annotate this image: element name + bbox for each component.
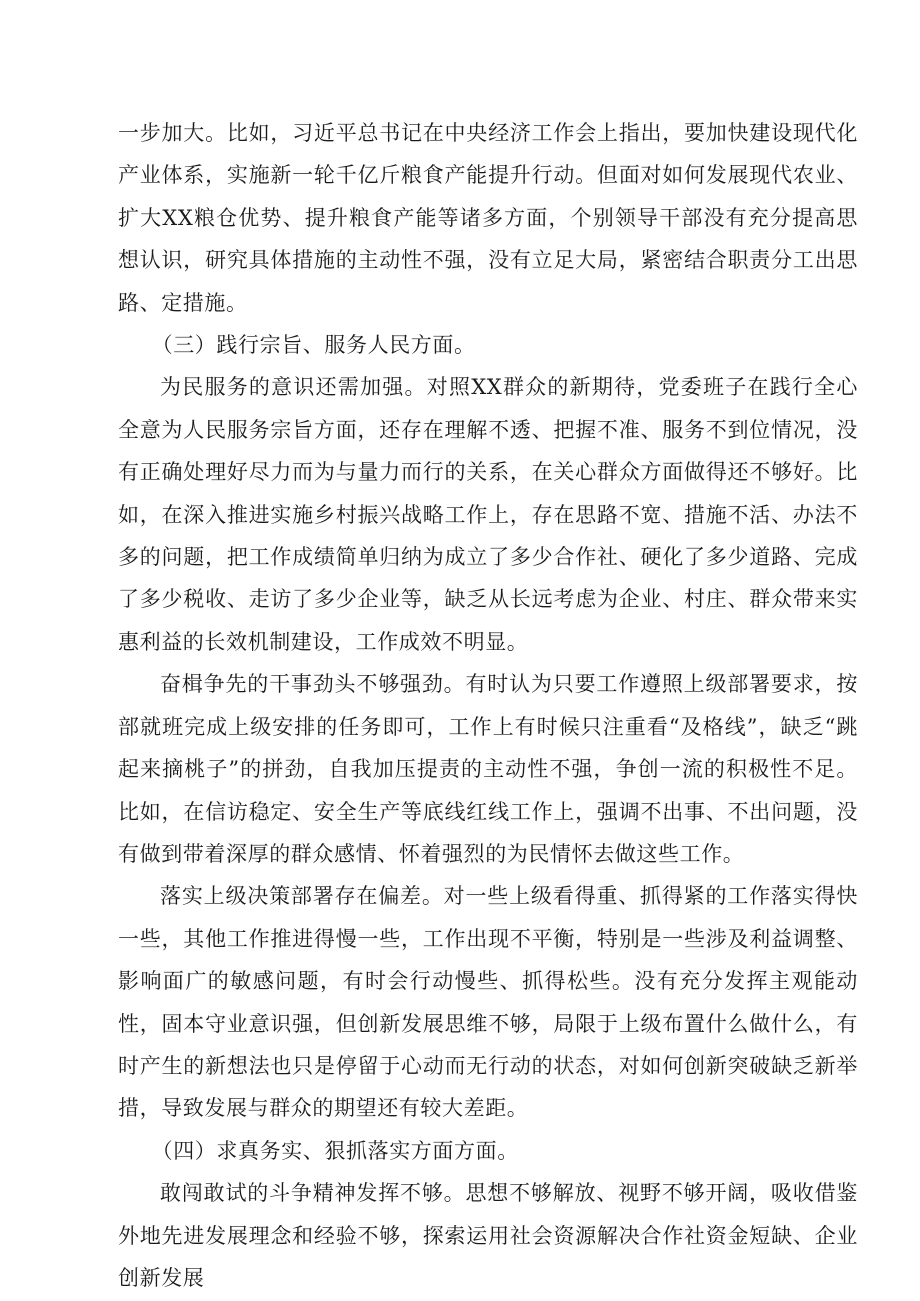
paragraph-implementation-deviation: 落实上级决策部署存在偏差。对一些上级看得重、抓得紧的工作落实得快一些，其他工作推进得慢一些，工作出现不平衡，特别是一些涉及利益调整、影响面广的敏感问题，有时会行动慢些、抓得松些。没有充分发挥主观能动性，固本守业意识强，但创新发展思维不够，局限于上级布置什么做什么，有时产生的新想法也只是停留于心动而无行动的状态，对如何创新突破缺乏新举措，导致发展与群众的期望还有较大差距。 xyxy=(118,884,858,1121)
paragraph-work-drive: 奋楫争先的干事劲头不够强劲。有时认为只要工作遵照上级部署要求，按部就班完成上级安排的任务即可，工作上有时候只注重看“及格线”，缺乏“跳起来摘桃子”的拼劲，自我加压提责的主动性不强，争创一流的积极性不足。比如，在信访稳定、安全生产等底线红线工作上，强调不出事、不出问题，没有做到带着深厚的群众感情、怀着强烈的为民情怀去做这些工作。 xyxy=(118,672,858,866)
section-heading-3: （三）践行宗旨、服务人民方面。 xyxy=(151,333,476,358)
section-heading-4: （四）求真务实、狠抓落实方面方面。 xyxy=(151,1138,519,1163)
paragraph-continuation: 一步加大。比如，习近平总书记在中央经济工作会上指出，要加快建设现代化产业体系，实施新一轮千亿斤粮食产能提升行动。但面对如何发展现代农业、扩大XX粮仓优势、提升粮食产能等诸多方面，个别领导干部没有充分提高思想认识，研究具体措施的主动性不强，没有立足大局，紧密结合职责分工出思路、定措施。 xyxy=(118,121,858,315)
paragraph-pioneering-spirit: 敢闯敢试的斗争精神发挥不够。思想不够解放、视野不够开阔，吸收借鉴外地先进发展理念和经验不够，探索运用社会资源解决合作社资金短缺、企业创新发展 xyxy=(118,1181,858,1290)
document-page xyxy=(118,112,858,1299)
paragraph-service-awareness: 为民服务的意识还需加强。对照XX群众的新期待，党委班子在践行全心全意为人民服务宗旨方面，还存在理解不透、把握不准、服务不到位情况，没有正确处理好尽力而为与量力而行的关系，在关心群众方面做得还不够好。比如，在深入推进实施乡村振兴战略工作上，存在思路不宽、措施不活、办法不多的问题，把工作成绩简单归纳为成立了多少合作社、硬化了多少道路、完成了多少税收、走访了多少企业等，缺乏从长远考虑为企业、村庄、群众带来实惠利益的长效机制建设，工作成效不明显。 xyxy=(118,375,858,654)
